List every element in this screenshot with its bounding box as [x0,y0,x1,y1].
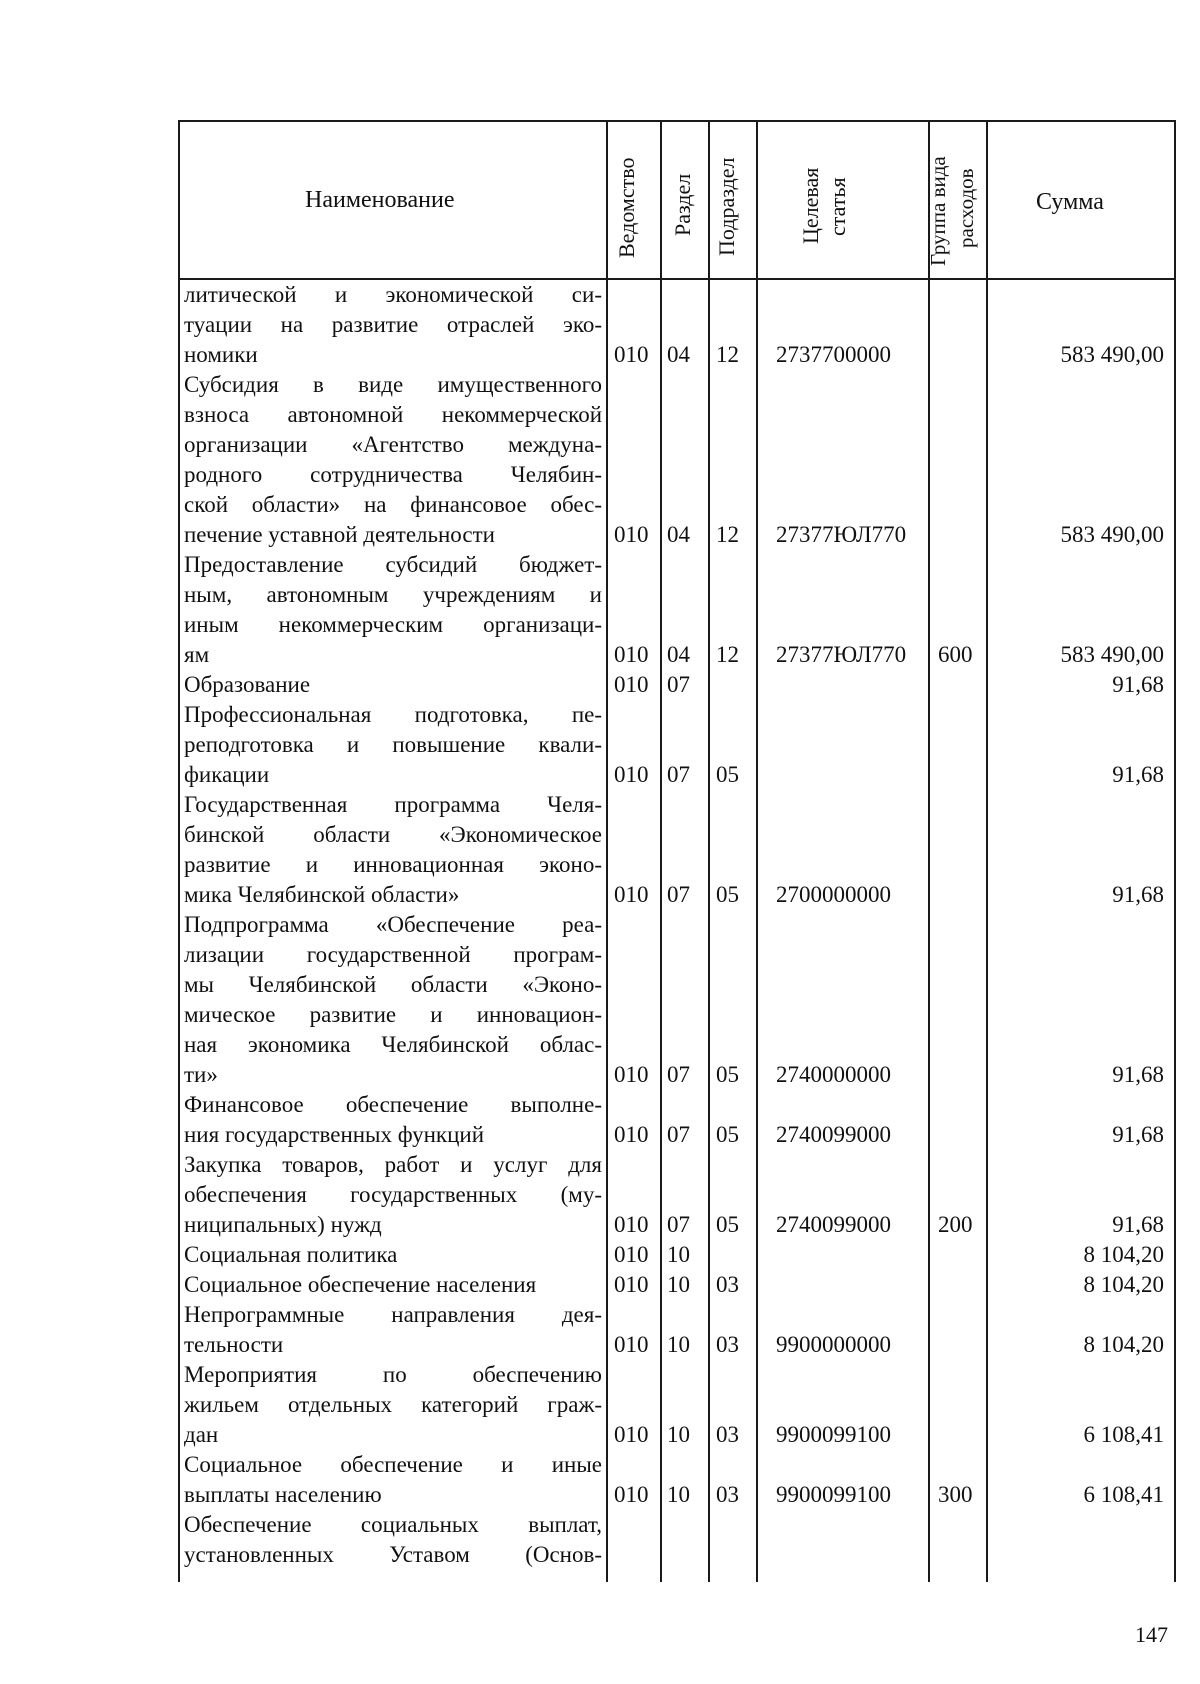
table-top-border [178,120,1176,122]
row-13-subsection: 03 [716,1482,739,1507]
row-4-section: 07 [667,762,690,787]
column-divider-2 [660,120,662,1582]
name-line: Предоставление субсидий бюджет- [184,552,602,577]
name-line: Подпрограмма «Обеспечение реа- [184,912,602,937]
name-line: ниципальных) нужд [184,1212,382,1237]
row-3-name [184,670,602,700]
header-dept: Ведомство [614,157,639,258]
row-2-section: 04 [667,642,690,667]
name-line: Непрограммные направления дея- [184,1302,602,1327]
row-12-name [184,1360,602,1450]
header-subsection: Подраздел [714,157,739,256]
row-0-section: 04 [667,342,690,367]
name-line: ской области» на финансовое обес- [184,492,602,517]
page-number: 147 [1135,1622,1168,1647]
name-line: тельности [184,1332,284,1357]
row-7-dept: 010 [614,1122,649,1147]
row-6-sum: 91,68 [1112,1062,1164,1087]
row-8-section: 07 [667,1212,690,1237]
row-11-name [184,1300,602,1360]
row-11-dept: 010 [614,1332,649,1357]
name-line: установленных Уставом (Основ- [184,1542,602,1567]
name-line: ная экономика Челябинской облас- [184,1032,602,1057]
row-2-dept: 010 [614,642,649,667]
row-0-dept: 010 [614,342,649,367]
name-line: лизации государственной програм- [184,942,602,967]
row-0-target: 2737700000 [776,342,891,367]
row-5-dept: 010 [614,882,649,907]
row-6-target: 2740000000 [776,1062,891,1087]
row-2-group: 600 [938,642,973,667]
row-7-subsection: 05 [716,1122,739,1147]
name-line: мы Челябинской области «Эконо- [184,972,602,997]
name-line: Мероприятия по обеспечению [184,1362,602,1387]
row-11-subsection: 03 [716,1332,739,1357]
row-3-sum: 91,68 [1112,672,1164,697]
column-divider-1 [606,120,608,1582]
row-2-target: 27377ЮЛ770 [776,642,907,667]
name-line: Субсидия в виде имущественного [184,372,602,397]
column-divider-3 [708,120,710,1582]
row-10-subsection: 03 [716,1272,739,1297]
row-11-section: 10 [667,1332,690,1357]
row-8-name [184,1150,602,1240]
row-14-name [184,1510,602,1570]
row-13-name [184,1450,602,1510]
row-3-section: 07 [667,672,690,697]
row-10-dept: 010 [614,1272,649,1297]
row-12-dept: 010 [614,1422,649,1447]
row-9-name [184,1240,602,1270]
name-line: номики [184,342,258,367]
name-line: обеспечения государственных (му- [184,1182,602,1207]
header-target-line1: Целевая [798,167,823,244]
name-line: мическое развитие и инновацион- [184,1002,602,1027]
header-name: Наименование [305,187,455,213]
name-line: выплаты населению [184,1482,382,1507]
column-divider-7 [1174,120,1176,1582]
row-5-sum: 91,68 [1112,882,1164,907]
row-7-name [184,1090,602,1150]
name-line: Социальное обеспечение и иные [184,1452,602,1477]
row-10-name [184,1270,602,1300]
name-line: жильем отдельных категорий граж- [184,1392,602,1417]
row-1-target: 27377ЮЛ770 [776,522,907,547]
row-3-dept: 010 [614,672,649,697]
name-line: фикации [184,762,270,787]
name-line: бинской области «Экономическое [184,822,602,847]
name-line: туации на развитие отраслей эко- [184,312,602,337]
column-divider-4 [756,120,758,1582]
header-section: Раздел [670,173,695,236]
row-2-subsection: 12 [716,642,739,667]
name-line: развитие и инновационная эконо- [184,852,602,877]
row-6-section: 07 [667,1062,690,1087]
name-line: Образование [184,672,311,697]
header-target-line2: статья [825,177,850,236]
row-12-sum: 6 108,41 [1083,1422,1164,1447]
row-5-subsection: 05 [716,882,739,907]
row-5-target: 2700000000 [776,882,891,907]
row-6-name [184,910,602,1090]
row-1-dept: 010 [614,522,649,547]
name-line: Обеспечение социальных выплат, [184,1512,602,1537]
name-line: печение уставной деятельности [184,522,495,547]
row-4-subsection: 05 [716,762,739,787]
column-divider-0 [178,120,180,1582]
row-8-dept: 010 [614,1212,649,1237]
row-11-sum: 8 104,20 [1083,1332,1164,1357]
row-7-sum: 91,68 [1112,1122,1164,1147]
row-13-target: 9900099100 [776,1482,891,1507]
row-8-sum: 91,68 [1112,1212,1164,1237]
row-0-sum: 583 490,00 [1060,342,1164,367]
header-sum: Сумма [1036,189,1104,215]
row-10-sum: 8 104,20 [1083,1272,1164,1297]
row-4-name [184,700,602,790]
column-divider-5 [928,120,930,1582]
row-0-subsection: 12 [716,342,739,367]
row-5-name [184,790,602,910]
row-13-group: 300 [938,1482,973,1507]
row-6-subsection: 05 [716,1062,739,1087]
row-9-sum: 8 104,20 [1083,1242,1164,1267]
row-8-target: 2740099000 [776,1212,891,1237]
row-13-dept: 010 [614,1482,649,1507]
row-7-section: 07 [667,1122,690,1147]
row-2-sum: 583 490,00 [1060,642,1164,667]
row-4-sum: 91,68 [1112,762,1164,787]
name-line: дан [184,1422,219,1447]
name-line: ти» [184,1062,218,1087]
name-line: Государственная программа Челя- [184,792,602,817]
row-10-section: 10 [667,1272,690,1297]
row-7-target: 2740099000 [776,1122,891,1147]
row-1-name [184,370,602,550]
row-6-dept: 010 [614,1062,649,1087]
name-line: ным, автономным учреждениям и [184,582,602,607]
row-12-subsection: 03 [716,1422,739,1447]
row-0-name [184,280,602,370]
row-9-dept: 010 [614,1242,649,1267]
name-line: взноса автономной некоммерческой [184,402,602,427]
name-line: ям [184,642,210,667]
column-divider-6 [986,120,988,1582]
row-4-dept: 010 [614,762,649,787]
name-line: ния государственных функций [184,1122,484,1147]
header-group-line1: Группа вида [926,156,950,266]
name-line: Социальная политика [184,1242,398,1267]
name-line: Закупка товаров, работ и услуг для [184,1152,602,1177]
name-line: реподготовка и повышение квали- [184,732,602,757]
row-11-target: 9900000000 [776,1332,891,1357]
name-line: иным некоммерческим организаци- [184,612,602,637]
row-1-section: 04 [667,522,690,547]
row-8-group: 200 [938,1212,973,1237]
row-8-subsection: 05 [716,1212,739,1237]
name-line: литической и экономической си- [184,282,602,307]
header-group-line2: расходов [954,168,978,248]
name-line: мика Челябинской области» [184,882,460,907]
row-1-subsection: 12 [716,522,739,547]
row-5-section: 07 [667,882,690,907]
name-line: Социальное обеспечение населения [184,1272,537,1297]
name-line: организации «Агентство междуна- [184,432,602,457]
row-12-target: 9900099100 [776,1422,891,1447]
row-2-name [184,550,602,670]
row-13-sum: 6 108,41 [1083,1482,1164,1507]
name-line: Профессиональная подготовка, пе- [184,702,602,727]
row-12-section: 10 [667,1422,690,1447]
name-line: Финансовое обеспечение выполне- [184,1092,602,1117]
row-13-section: 10 [667,1482,690,1507]
name-line: родного сотрудничества Челябин- [184,462,602,487]
row-1-sum: 583 490,00 [1060,522,1164,547]
row-9-section: 10 [667,1242,690,1267]
